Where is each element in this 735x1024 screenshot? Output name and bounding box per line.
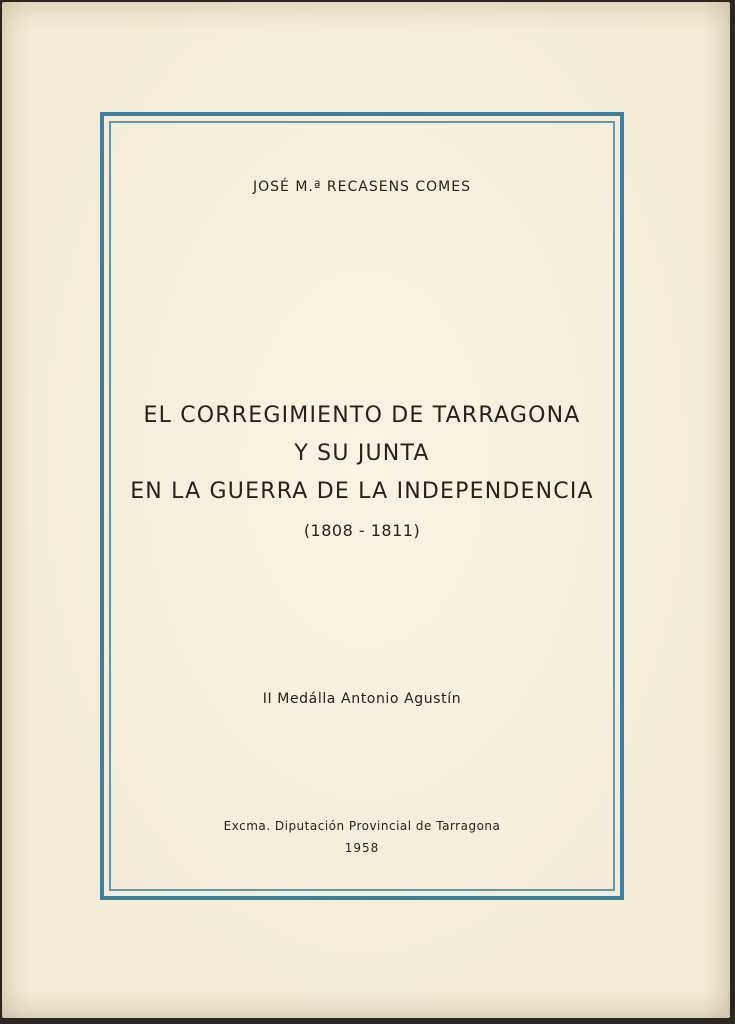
title-line-2: Y SU JUNTA — [294, 441, 430, 466]
publication-year: 1958 — [344, 841, 380, 855]
author-name: JOSÉ M.ª RECASENS COMES — [253, 179, 471, 195]
title-dates: (1808 - 1811) — [303, 521, 421, 540]
title-line-3: EN LA GUERRA DE LA INDEPENDENCIA — [130, 479, 594, 504]
award-text: II Medálla Antonio Agustín — [262, 691, 462, 707]
cover-border-frame — [100, 112, 624, 900]
title-line-1: EL CORREGIMIENTO DE TARRAGONA — [143, 403, 581, 428]
publisher-name: Excma. Diputación Provincial de Tarragona — [223, 819, 501, 833]
book-cover — [2, 2, 730, 1018]
cover-inner-border — [109, 121, 615, 891]
